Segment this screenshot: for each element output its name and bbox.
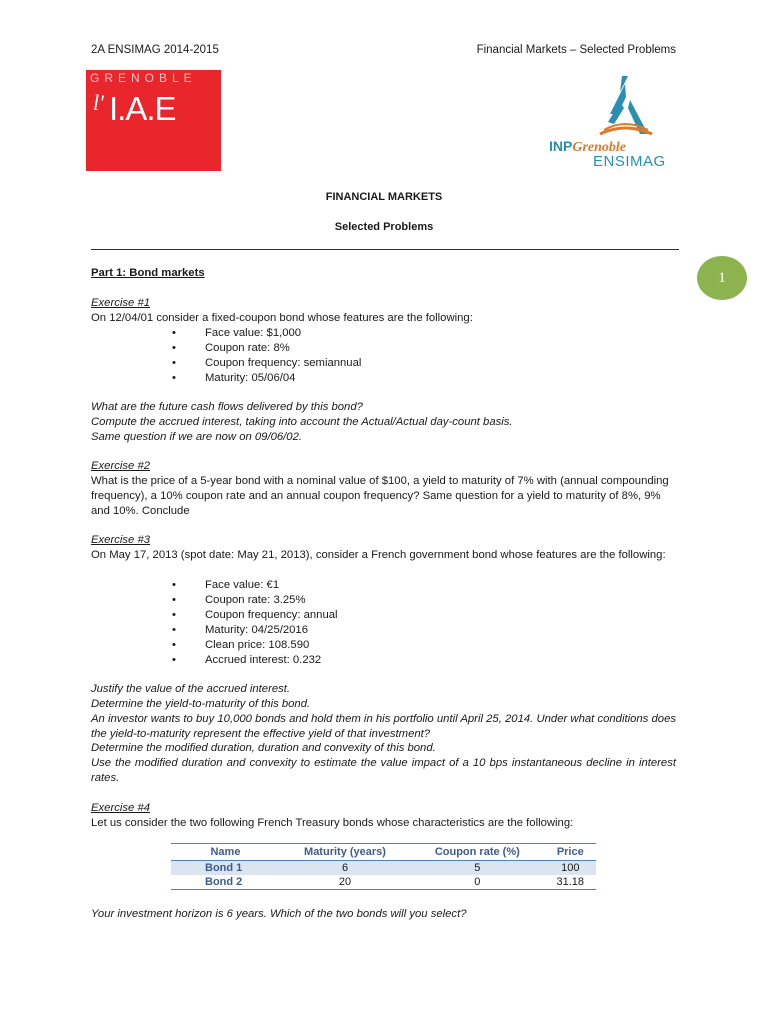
ex3-bullet: • Accrued interest: 0.232 bbox=[172, 653, 338, 668]
table-cell: Bond 2 bbox=[171, 875, 280, 890]
table-cell: 5 bbox=[410, 861, 545, 876]
title-rule bbox=[91, 249, 679, 250]
header-right: Financial Markets – Selected Problems bbox=[476, 44, 676, 56]
ex3-bullet: • Maturity: 04/25/2016 bbox=[172, 623, 338, 638]
ex3-label: Exercise #3 bbox=[91, 534, 151, 546]
ex3-question: Use the modified duration and convexity to estimate the value impact of a 10 bps instantaneous decline in interest rates. bbox=[91, 757, 676, 784]
table-header-cell: Coupon rate (%) bbox=[410, 844, 545, 861]
ex3-question: Determine the modified duration, duration and convexity of this bond. bbox=[91, 742, 436, 754]
ex3-bullet: • Face value: €1 bbox=[172, 578, 338, 593]
iae-logo-main-text: I.A.E bbox=[109, 90, 176, 127]
table-header-row bbox=[171, 844, 596, 861]
ex3-question: Justify the value of the accrued interest. bbox=[91, 683, 291, 695]
table-header-cell: Price bbox=[545, 844, 596, 861]
table-cell: 0 bbox=[410, 875, 545, 890]
inp-logo-prefix: INP bbox=[549, 138, 573, 154]
doc-title: FINANCIAL MARKETS bbox=[325, 191, 443, 203]
ex3-bullet-list bbox=[172, 578, 338, 668]
ex3-bullet: • Clean price: 108.590 bbox=[172, 638, 338, 653]
ex1-intro: On 12/04/01 consider a fixed-coupon bond whose features are the following: bbox=[91, 312, 473, 324]
table-cell: 31.18 bbox=[545, 875, 596, 890]
ex3-bullet: • Coupon frequency: annual bbox=[172, 608, 338, 623]
doc-subtitle: Selected Problems bbox=[334, 221, 434, 233]
header-left: 2A ENSIMAG 2014-2015 bbox=[91, 44, 219, 56]
ex1-bullet: • Face value: $1,000 bbox=[172, 326, 361, 341]
ex2-text: What is the price of a 5-year bond with a nominal value of $100, a yield to maturity of 7% with (annual compounding frequency), a 10% coupon rate and an annual coupon frequency? Same question for a yield to maturity of 8%, 9% and 10%. Conclude bbox=[91, 475, 669, 517]
ex3-question: An investor wants to buy 10,000 bonds and hold them in his portfolio until April 25, 2014. Under what conditions does the yield-to-maturity represent the effective yield of that investment? bbox=[91, 713, 676, 740]
table-cell: 100 bbox=[545, 861, 596, 876]
ex1-question: Compute the accrued interest, taking into account the Actual/Actual day-count basis. bbox=[91, 416, 513, 428]
iae-logo-l: l' bbox=[93, 90, 104, 115]
ex1-question: Same question if we are now on 09/06/02. bbox=[91, 431, 303, 443]
ex3-bullet: • Coupon rate: 3.25% bbox=[172, 593, 338, 608]
inp-logo-city: Grenoble bbox=[572, 140, 627, 155]
table-header-cell: Name bbox=[171, 844, 280, 861]
ex4-question: Your investment horizon is 6 years. Which of the two bonds will you select? bbox=[91, 908, 467, 920]
ex1-question: What are the future cash flows delivered by this bond? bbox=[91, 401, 363, 413]
ex4-intro: Let us consider the two following French Treasury bonds whose characteristics are the following: bbox=[91, 817, 574, 829]
table-cell: 6 bbox=[280, 861, 410, 876]
ex3-question: Determine the yield-to-maturity of this bond. bbox=[91, 698, 311, 710]
iae-logo-top-text: GRENOBLE bbox=[90, 71, 197, 85]
ex1-bullet: • Coupon rate: 8% bbox=[172, 341, 361, 356]
ex1-bullet: • Maturity: 05/06/04 bbox=[172, 371, 361, 386]
ex3-intro: On May 17, 2013 (spot date: May 21, 2013), consider a French government bond whose features are the following: bbox=[91, 549, 666, 561]
ex2-label: Exercise #2 bbox=[91, 460, 151, 472]
ex4-label: Exercise #4 bbox=[91, 802, 151, 814]
table-row bbox=[171, 861, 596, 876]
page-number-badge: 1 bbox=[697, 256, 747, 300]
bonds-table bbox=[171, 843, 596, 890]
iae-logo bbox=[86, 70, 221, 171]
ex1-label: Exercise #1 bbox=[91, 297, 151, 309]
part1-heading: Part 1: Bond markets bbox=[91, 267, 205, 279]
table-cell: 20 bbox=[280, 875, 410, 890]
ex1-bullet: • Coupon frequency: semiannual bbox=[172, 356, 361, 371]
table-cell: Bond 1 bbox=[171, 861, 280, 876]
ex1-bullet-list bbox=[172, 326, 361, 386]
table-header-cell: Maturity (years) bbox=[280, 844, 410, 861]
ensimag-logo-text: ENSIMAG bbox=[593, 153, 666, 170]
table-row bbox=[171, 875, 596, 890]
